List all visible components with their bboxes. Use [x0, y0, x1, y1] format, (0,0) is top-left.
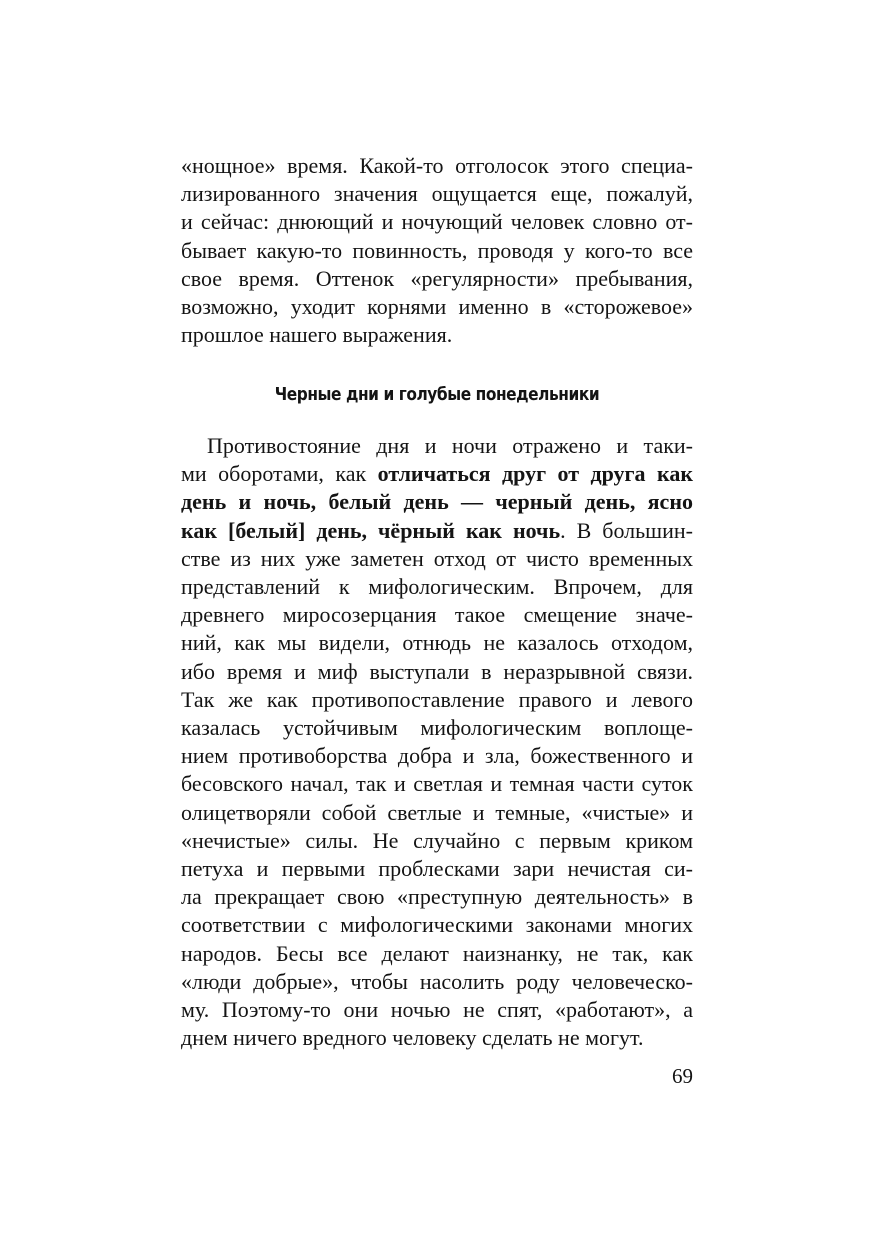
- text-line: Противостояние дня и ночи отражено и таки-: [207, 433, 693, 458]
- text-line: олицетворяли собой светлые и темные, «чистые» и: [181, 799, 693, 825]
- text-line: ний, как мы видели, отнюдь не казалось отходом,: [181, 630, 693, 656]
- text-line: казалась устойчивым мифологическим воплоще-: [181, 715, 693, 741]
- bold-phrase: как [белый] день, чёрный как ночь: [181, 517, 561, 543]
- text-line: петуха и первыми проблесками зари нечистая си-: [181, 856, 693, 882]
- text-line: му. Поэтому-то они ночью не спят, «работают», а: [181, 997, 693, 1023]
- page-number: 69: [672, 1064, 693, 1088]
- body-paragraph: [181, 432, 693, 1052]
- text-line: стве из них уже заметен отход от чисто временных: [181, 545, 693, 571]
- text-line: «люди добрые», чтобы насолить роду человеческо-: [181, 968, 693, 994]
- plain-text: ми оборотами, как: [181, 461, 378, 487]
- text-line: «нощное» время. Какой-то отголосок этого специа-: [181, 153, 693, 178]
- text-line: лизированного значения ощущается еще, пожалуй,: [181, 181, 693, 207]
- text-line: древнего миросозерцания такое смещение значе-: [181, 602, 693, 628]
- section-heading: Черные дни и голубые понедельники: [274, 385, 600, 405]
- text-line: ибо время и миф выступали в неразрывной связи.: [181, 658, 693, 684]
- text-line: представлений к мифологическим. Впрочем, для: [181, 574, 693, 600]
- text-line: «нечистые» силы. Не случайно с первым криком: [181, 827, 693, 853]
- text-line: и сейчас: днюющий и ночующий человек словно от-: [181, 209, 693, 235]
- bold-phrase: день и ночь, белый день — черный день, ясно: [181, 489, 693, 515]
- intro-paragraph: [181, 152, 693, 349]
- bold-phrase: отличаться друг от друга как: [377, 461, 694, 487]
- text-line: [181, 460, 693, 488]
- text-line: народов. Бесы все делают наизнанку, не так, как: [181, 940, 693, 966]
- text-line: возможно, уходит корнями именно в «сторожевое»: [181, 294, 693, 320]
- plain-text: . В большин-: [560, 517, 693, 543]
- text-line: бывает какую-то повинность, проводя у кого-то все: [181, 237, 693, 263]
- text-line: бесовского начал, так и светлая и темная части суток: [181, 771, 693, 797]
- text-line: [181, 517, 693, 545]
- text-line: Так же как противопоставление правого и левого: [181, 686, 693, 712]
- text-line: свое время. Оттенок «регулярности» пребывания,: [181, 265, 693, 291]
- text-line: соответствии с мифологическими законами многих: [181, 912, 693, 938]
- text-line: прошлое нашего выражения.: [181, 322, 453, 348]
- text-line: ла прекращает свою «преступную деятельность» в: [181, 884, 693, 910]
- text-line: нием противоборства добра и зла, божественного и: [181, 743, 693, 769]
- text-line: днем ничего вредного человеку сделать не могут.: [181, 1025, 644, 1051]
